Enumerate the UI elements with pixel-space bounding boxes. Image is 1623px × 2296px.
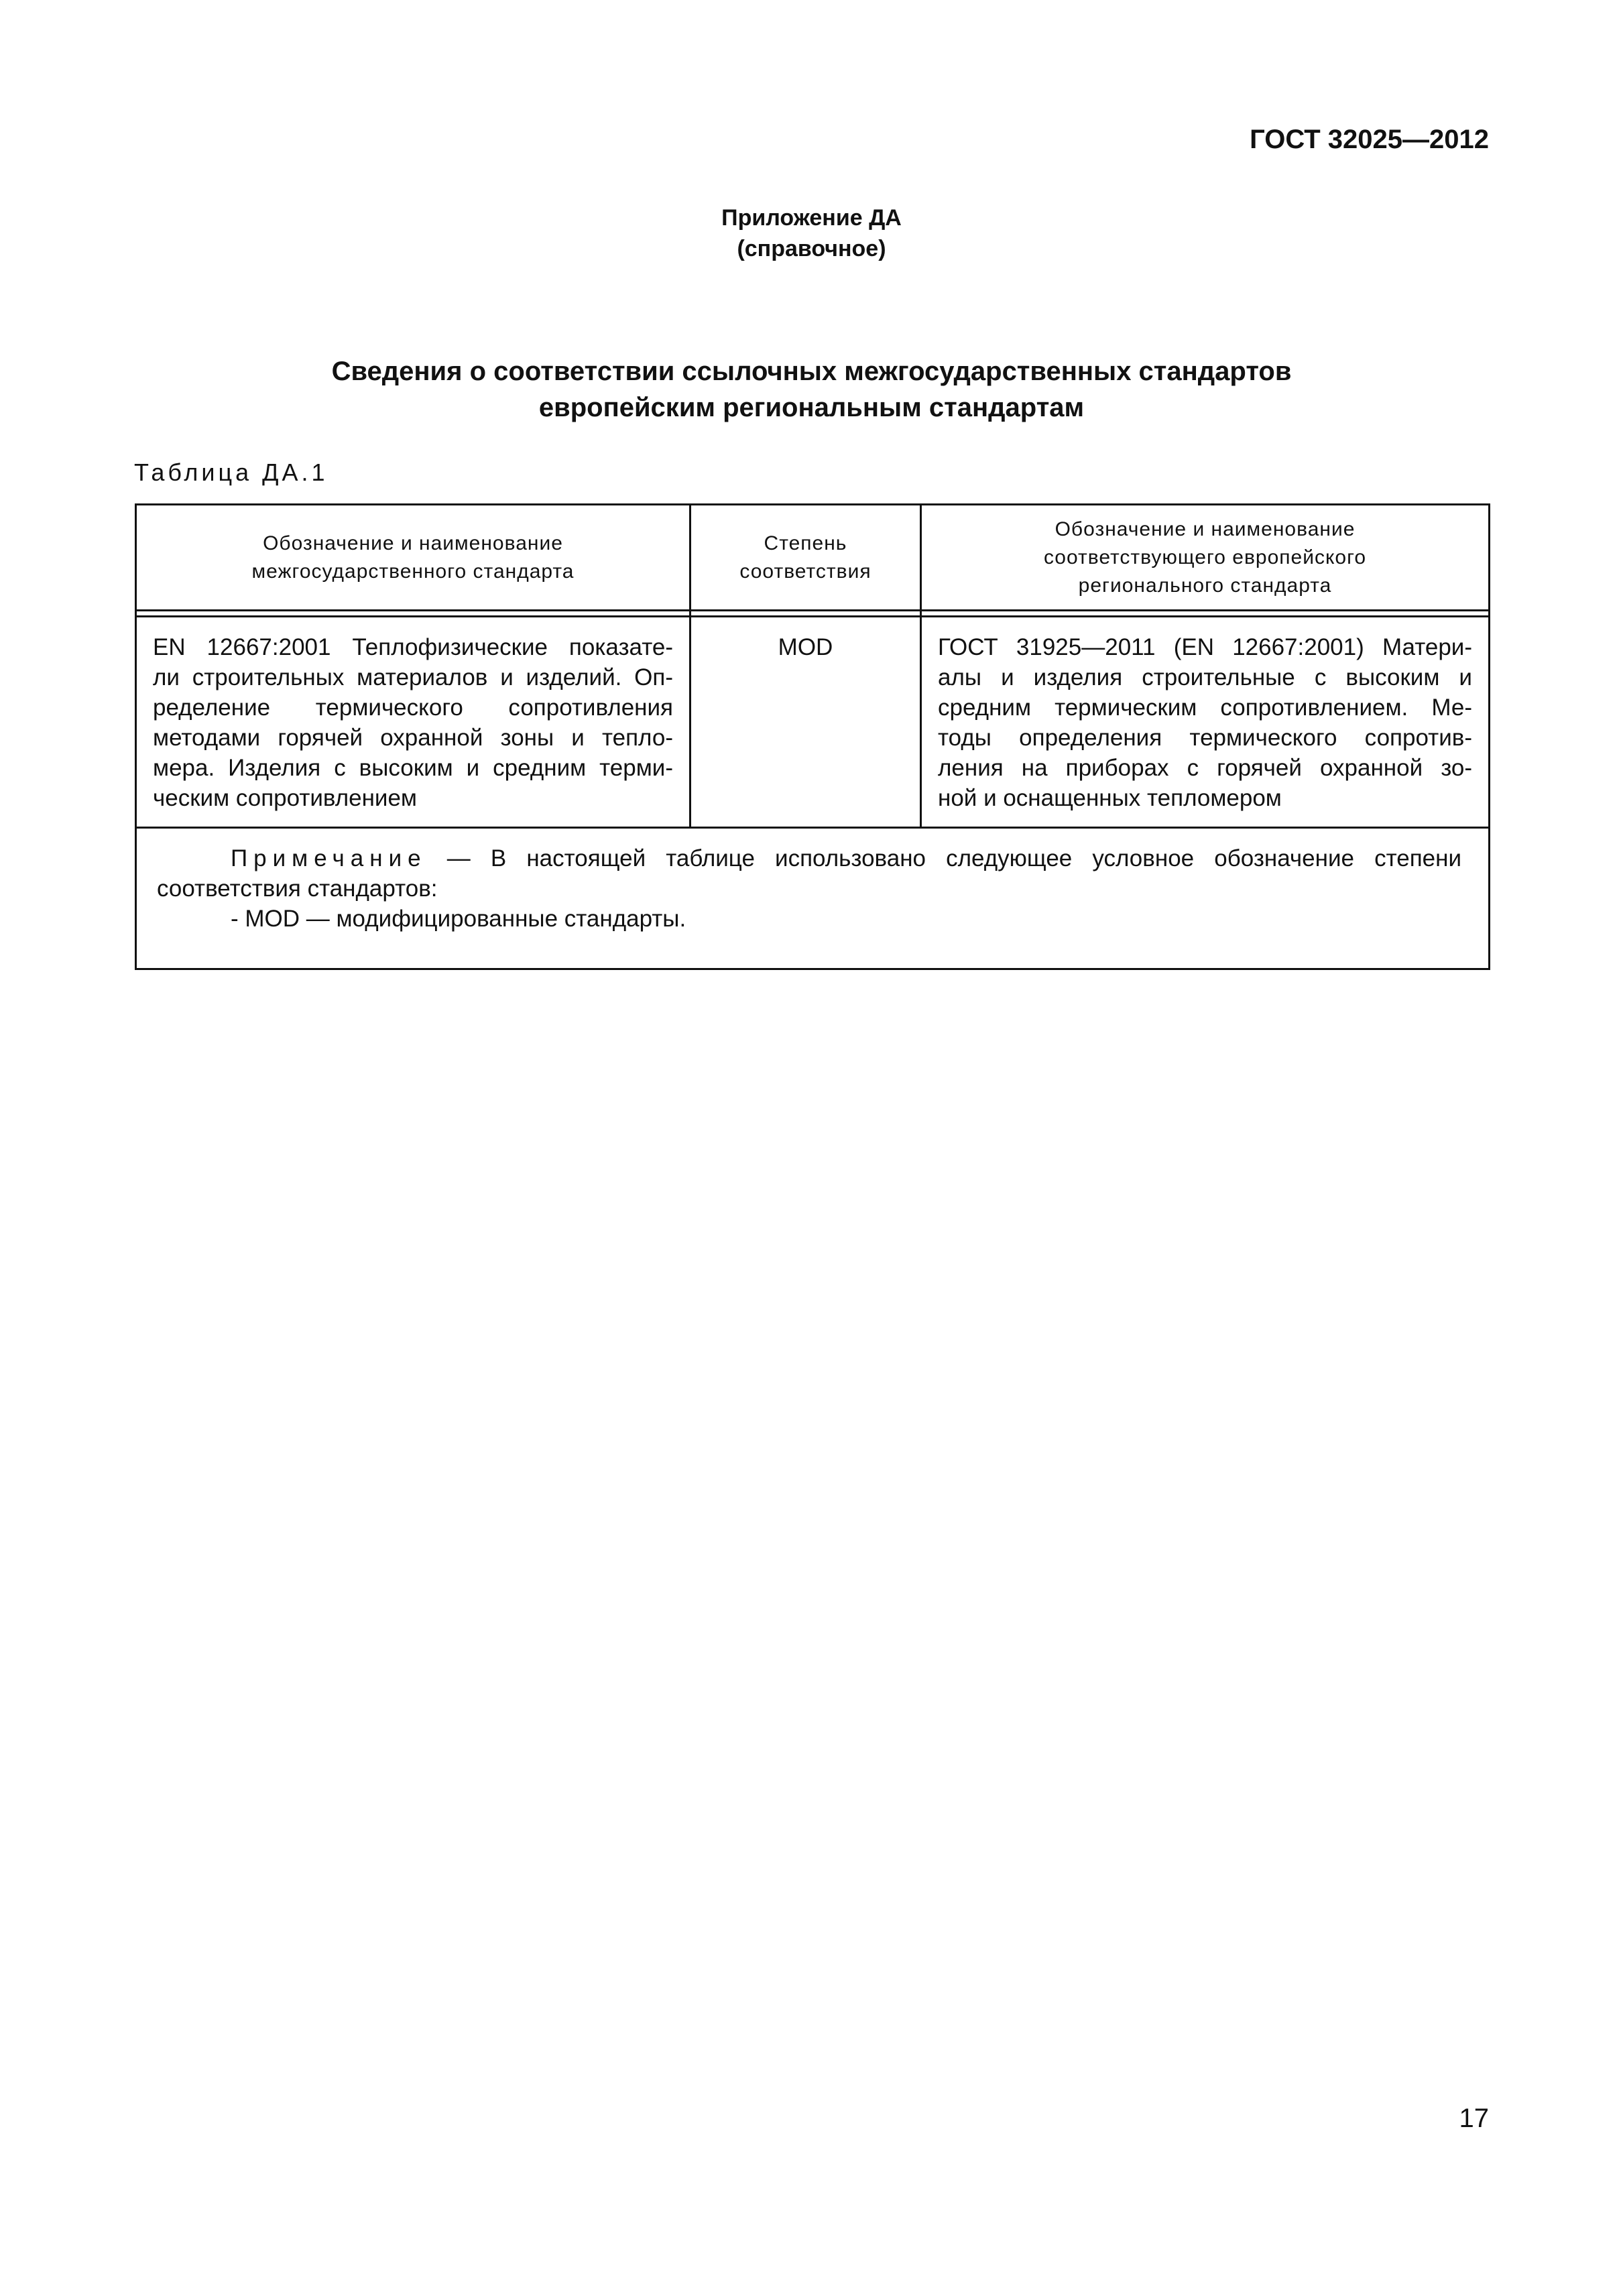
- section-title: [0, 353, 1623, 426]
- section-title-line-1: Сведения о соответствии ссылочных межгосударственных стандартов: [331, 357, 1292, 386]
- section-title-line-2: европейским региональным стандартам: [538, 393, 1085, 422]
- degree-value: MOD: [778, 634, 833, 660]
- note-text-line-2: соответствия стандартов:: [157, 875, 438, 902]
- note-text-line-3: - MOD — модифицированные стандарты.: [231, 906, 686, 932]
- header-separator: [136, 611, 1490, 617]
- header-interstate-standard: Обозначение и наименование межгосударственного стандарта: [136, 505, 690, 611]
- document-code: ГОСТ 32025—2012: [1250, 125, 1489, 154]
- appendix-subtitle: (справочное): [737, 236, 886, 261]
- header-european-standard: Обозначение и наименование соответствующего европейского регионального стандарта: [921, 505, 1490, 611]
- table-caption: Таблица ДА.1: [134, 459, 328, 486]
- cell-european-standard: ГОСТ 31925—2011 (EN 12667:2001) Матери- алы и изделия строительные с высоким и средним термическим сопротивлением. Ме- тоды определения термического сопротив- ления на приборах с горячей охранной зо- ной и оснащенных тепломером: [921, 617, 1490, 828]
- table-row: [136, 617, 1490, 828]
- page-number: 17: [1459, 2104, 1489, 2133]
- appendix-heading: [0, 202, 1623, 264]
- note-label: Примечание: [231, 845, 427, 871]
- header-degree-of-correspondence: Степень соответствия: [690, 505, 921, 611]
- table-header-row: [136, 505, 1490, 611]
- appendix-title: Приложение ДА: [721, 205, 902, 231]
- note-text-line-1: — В настоящей таблице использовано следующее условное обозначение степени: [426, 845, 1461, 871]
- table-note: [136, 828, 1490, 969]
- cell-degree-of-correspondence: [690, 617, 921, 828]
- cell-interstate-standard: EN 12667:2001 Теплофизические показате- ли строительных материалов и изделий. Оп- ределение термического сопротивления методами горячей охранной зоны и тепло- мера. Изделия с высоким и средним терми- ческим сопротивлением: [136, 617, 690, 828]
- standards-table: [135, 503, 1488, 970]
- table-note-row: [136, 828, 1490, 969]
